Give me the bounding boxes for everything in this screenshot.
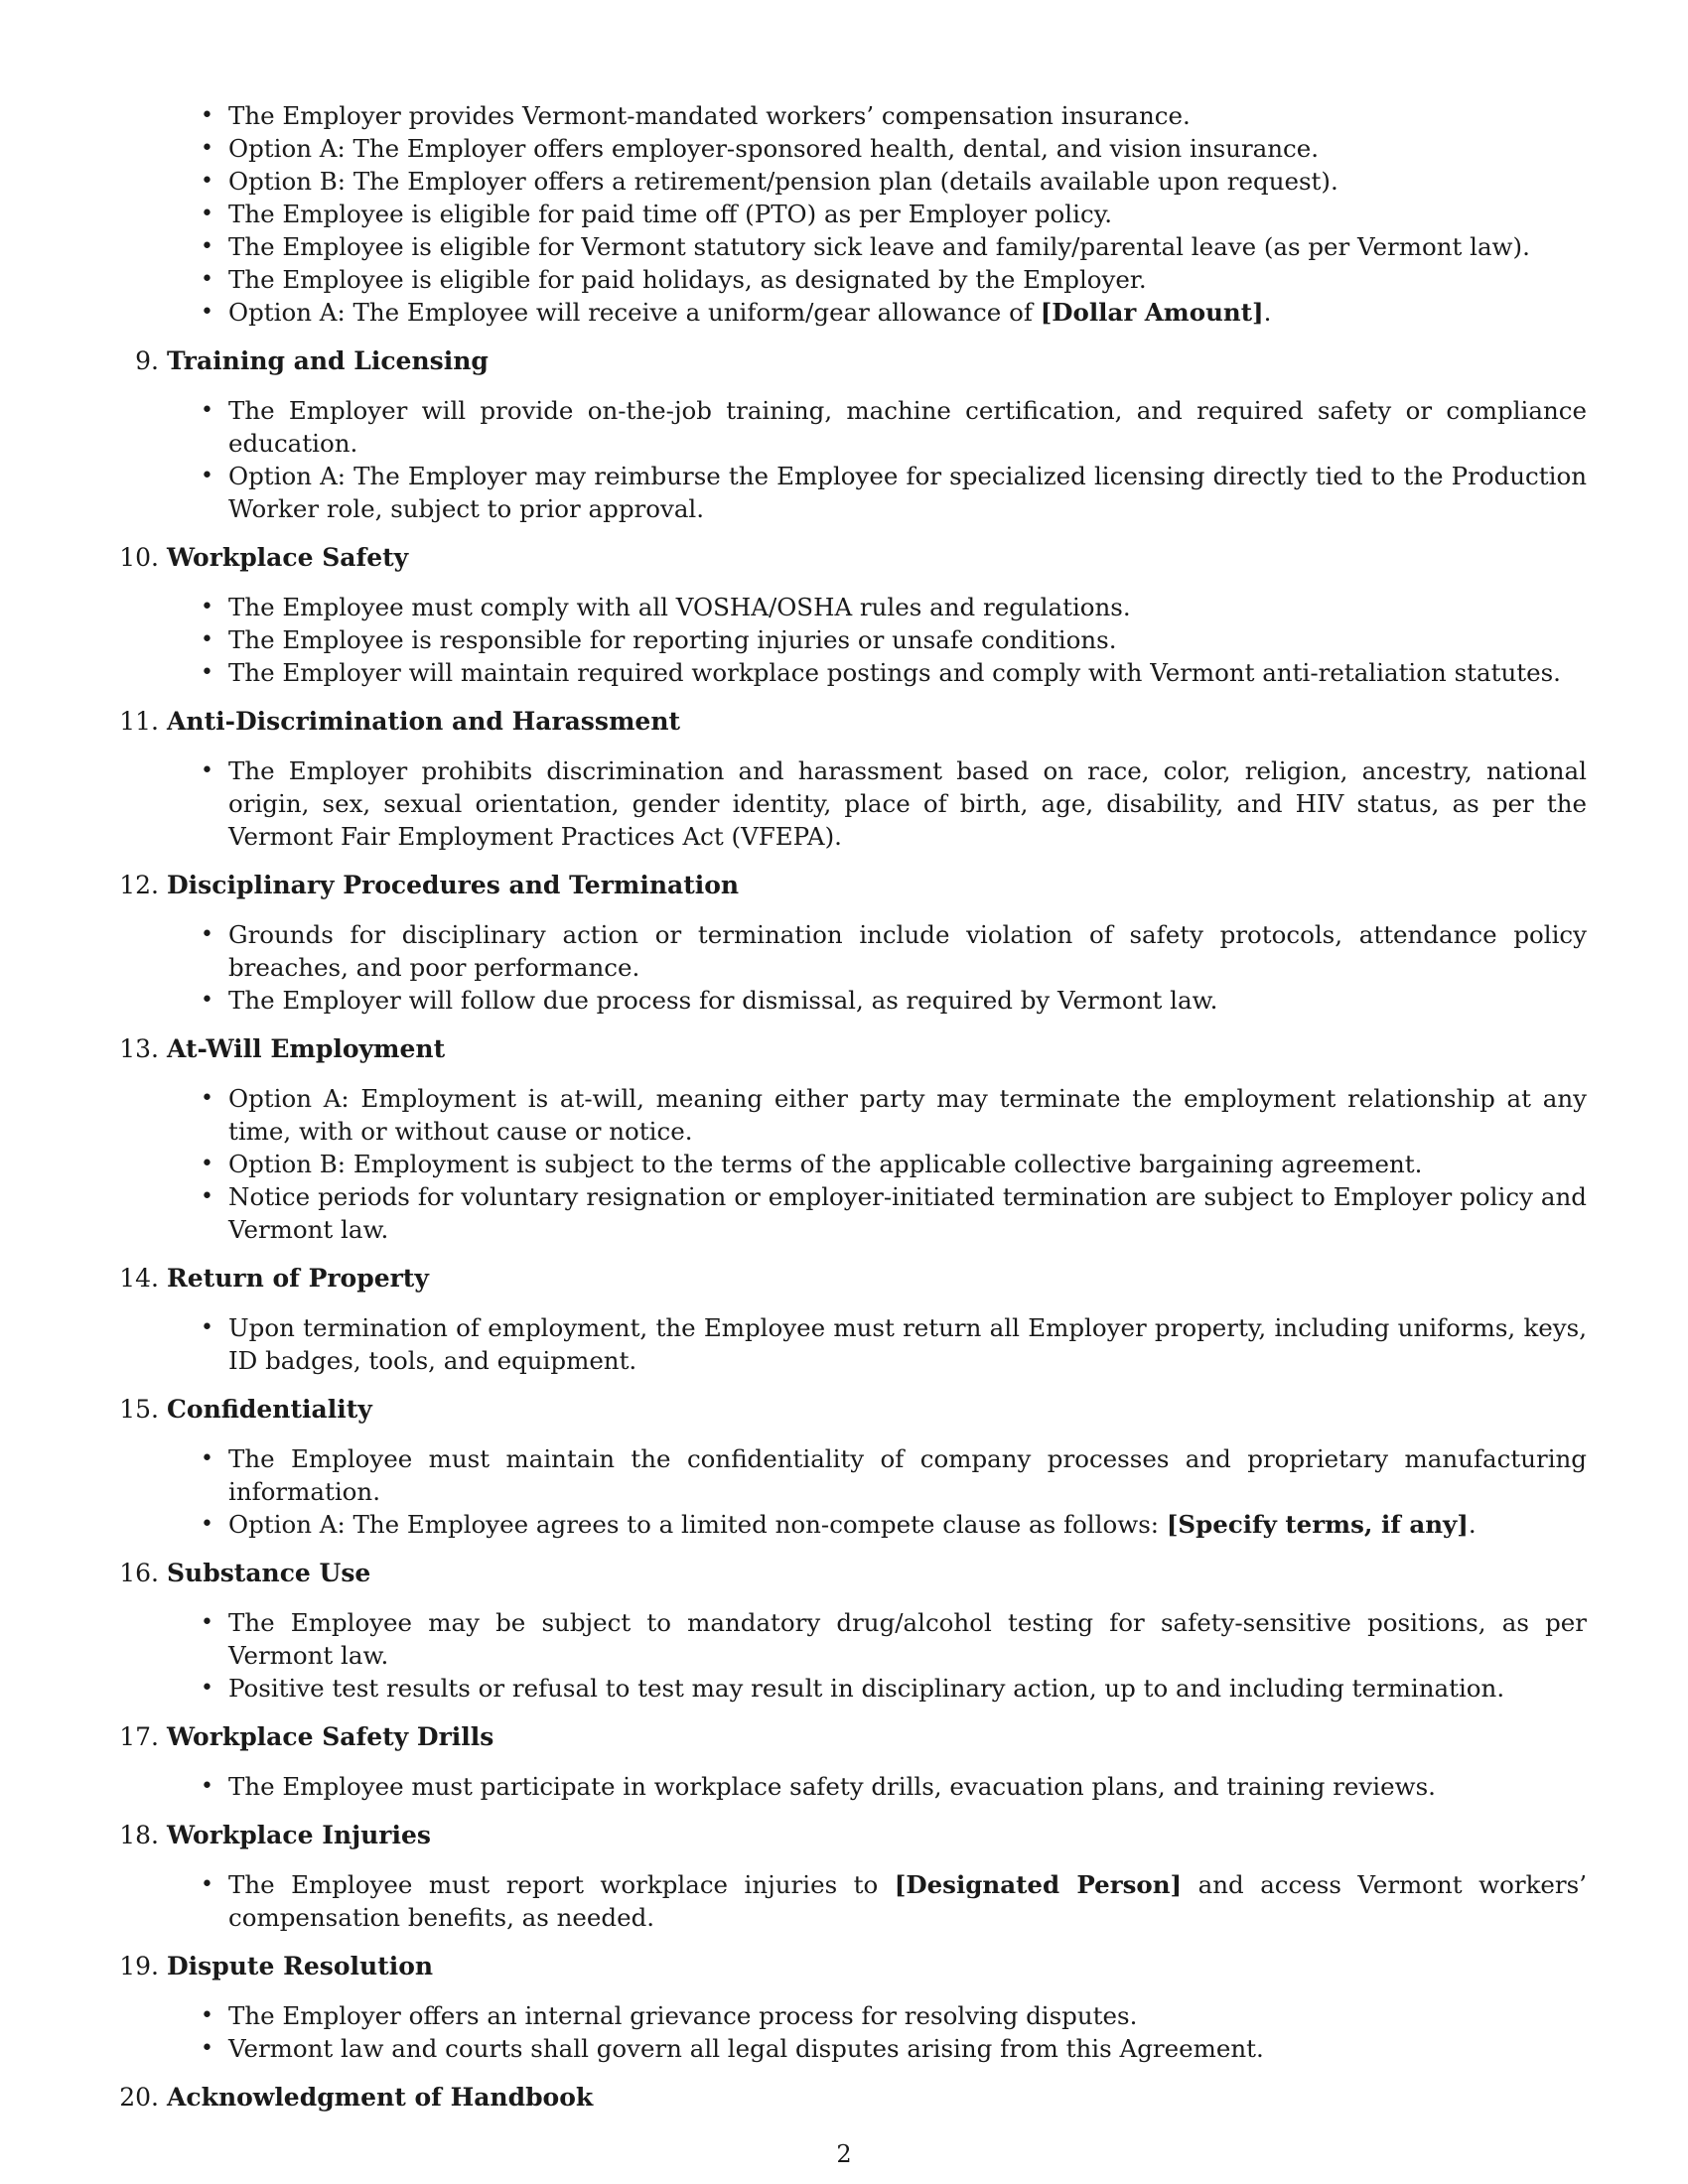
list-item: • The Employee may be subject to mandatory drug/alcohol testing for safety-sensitive positions, as per Vermont law. xyxy=(167,1606,1587,1672)
section-number: 11. xyxy=(119,707,159,736)
section-heading xyxy=(119,705,1587,739)
section-number: 9. xyxy=(135,346,159,375)
list-item: • The Employee is responsible for reporting injuries or unsafe conditions. xyxy=(167,623,1587,656)
list-item: • The Employee must participate in workplace safety drills, evacuation plans, and training reviews. xyxy=(167,1770,1587,1803)
section-heading xyxy=(119,1262,1587,1296)
list-item: • The Employer will provide on-the-job training, machine certification, and required safety or compliance education. xyxy=(167,394,1587,460)
section-bullet-list xyxy=(167,1868,1587,1934)
section-heading xyxy=(119,541,1587,575)
list-item: • Option B: Employment is subject to the terms of the applicable collective bargaining agreement. xyxy=(167,1148,1587,1180)
section-title: Confidentiality xyxy=(167,1395,372,1424)
section-heading xyxy=(119,2081,1587,2115)
placeholder-field: [Designated Person] xyxy=(894,1870,1183,1899)
section-title: Workplace Safety xyxy=(167,543,409,572)
item-text: Option A: The Employee will receive a uniform/gear allowance of xyxy=(228,298,1041,327)
section-bullet-list xyxy=(167,1606,1587,1705)
section-bullet-list xyxy=(167,1082,1587,1246)
section-number: 12. xyxy=(119,871,159,899)
list-item: • The Employer provides Vermont-mandated workers’ compensation insurance. xyxy=(167,99,1587,132)
placeholder-field: [Dollar Amount] xyxy=(1040,298,1264,327)
section-title: Workplace Safety Drills xyxy=(167,1722,494,1751)
section xyxy=(119,1819,1587,1934)
section-heading xyxy=(119,1557,1587,1590)
section-title: Dispute Resolution xyxy=(167,1952,434,1980)
section xyxy=(119,1262,1587,1377)
list-item: • Positive test results or refusal to test may result in disciplinary action, up to and including termination. xyxy=(167,1672,1587,1705)
section-title: Anti-Discrimination and Harassment xyxy=(167,707,681,736)
item-text: The Employee must report workplace injuries to xyxy=(228,1870,895,1899)
section-number: 14. xyxy=(119,1264,159,1293)
section-bullet-list xyxy=(167,1770,1587,1803)
section-title: Workplace Injuries xyxy=(167,1821,431,1849)
list-item xyxy=(167,1868,1587,1934)
list-item: • The Employer offers an internal grievance process for resolving disputes. xyxy=(167,1999,1587,2032)
list-item: • The Employee is eligible for paid holidays, as designated by the Employer. xyxy=(167,263,1587,296)
list-item: • Option A: The Employer may reimburse the Employee for specialized licensing directly tied to the Production Worker role, subject to prior approval. xyxy=(167,460,1587,525)
section xyxy=(119,2081,1587,2115)
section-number: 19. xyxy=(119,1952,159,1980)
section xyxy=(119,1720,1587,1803)
section xyxy=(119,1393,1587,1541)
section xyxy=(119,1032,1587,1246)
section-bullet-list xyxy=(167,394,1587,525)
item-text: . xyxy=(1468,1510,1477,1539)
section-title: At-Will Employment xyxy=(167,1034,446,1063)
section-number: 17. xyxy=(119,1722,159,1751)
list-item: • Upon termination of employment, the Employee must return all Employer property, including uniforms, keys, ID badges, tools, and equipment. xyxy=(167,1311,1587,1377)
item-text: Option A: The Employee agrees to a limited non-compete clause as follows: xyxy=(228,1510,1167,1539)
section-bullet-list xyxy=(167,1442,1587,1541)
list-item: • The Employee is eligible for Vermont statutory sick leave and family/parental leave (as per Vermont law). xyxy=(167,230,1587,263)
list-item xyxy=(167,1508,1587,1541)
section-number: 10. xyxy=(119,543,159,572)
section-title: Disciplinary Procedures and Termination xyxy=(167,871,740,899)
list-item: • The Employee must maintain the confidentiality of company processes and proprietary manufacturing information. xyxy=(167,1442,1587,1508)
list-item: • Option A: Employment is at-will, meaning either party may terminate the employment relationship at any time, with or without cause or notice. xyxy=(167,1082,1587,1148)
section-bullet-list xyxy=(167,754,1587,853)
section xyxy=(119,1950,1587,2065)
section-heading xyxy=(135,344,1587,378)
section-heading xyxy=(119,1032,1587,1066)
section xyxy=(119,1557,1587,1705)
benefits-bullet-list xyxy=(167,99,1587,329)
list-item: • Option B: The Employer offers a retirement/pension plan (details available upon request). xyxy=(167,165,1587,198)
section-title: Return of Property xyxy=(167,1264,429,1293)
section xyxy=(119,869,1587,1017)
sections-container xyxy=(119,344,1587,2115)
list-item: • The Employer will follow due process for dismissal, as required by Vermont law. xyxy=(167,984,1587,1017)
list-item: • The Employer prohibits discrimination and harassment based on race, color, religion, ancestry, national origin, sex, sexual orientation, gender identity, place of birth, age, disability, and HIV status, as per the Vermont Fair Employment Practices Act (VFEPA). xyxy=(167,754,1587,853)
section-heading xyxy=(119,1950,1587,1983)
section-heading xyxy=(119,869,1587,902)
section-number: 16. xyxy=(119,1559,159,1587)
section-bullet-list xyxy=(167,591,1587,689)
section-number: 15. xyxy=(119,1395,159,1424)
section-heading xyxy=(119,1393,1587,1427)
list-item: • The Employee must comply with all VOSHA/OSHA rules and regulations. xyxy=(167,591,1587,623)
section xyxy=(119,705,1587,853)
placeholder-field: [Specify terms, if any] xyxy=(1166,1510,1469,1539)
section-bullet-list xyxy=(167,1311,1587,1377)
section-number: 20. xyxy=(119,2083,159,2112)
list-item: • The Employer will maintain required workplace postings and comply with Vermont anti-retaliation statutes. xyxy=(167,656,1587,689)
section-bullet-list xyxy=(167,918,1587,1017)
section xyxy=(119,541,1587,689)
section-heading xyxy=(119,1720,1587,1754)
section-number: 13. xyxy=(119,1034,159,1063)
section-number: 18. xyxy=(119,1821,159,1849)
page-number: 2 xyxy=(836,2140,852,2168)
section-bullet-list xyxy=(167,1999,1587,2065)
section-title: Acknowledgment of Handbook xyxy=(167,2083,594,2112)
list-item: • Option A: The Employer offers employer-sponsored health, dental, and vision insurance. xyxy=(167,132,1587,165)
item-text: and access Vermont workers’ compensation benefits, as needed. xyxy=(228,1870,1587,1932)
list-item: • Vermont law and courts shall govern all legal disputes arising from this Agreement. xyxy=(167,2032,1587,2065)
section xyxy=(135,344,1587,525)
list-item: • The Employee is eligible for paid time off (PTO) as per Employer policy. xyxy=(167,198,1587,230)
list-item xyxy=(167,296,1587,329)
document-body xyxy=(119,99,1587,2130)
list-item: • Notice periods for voluntary resignation or employer-initiated termination are subject to Employer policy and Vermont law. xyxy=(167,1180,1587,1246)
section-heading xyxy=(119,1819,1587,1852)
list-item: • Grounds for disciplinary action or termination include violation of safety protocols, attendance policy breaches, and poor performance. xyxy=(167,918,1587,984)
section-title: Substance Use xyxy=(167,1559,371,1587)
section-title: Training and Licensing xyxy=(167,346,489,375)
item-text: . xyxy=(1263,298,1272,327)
